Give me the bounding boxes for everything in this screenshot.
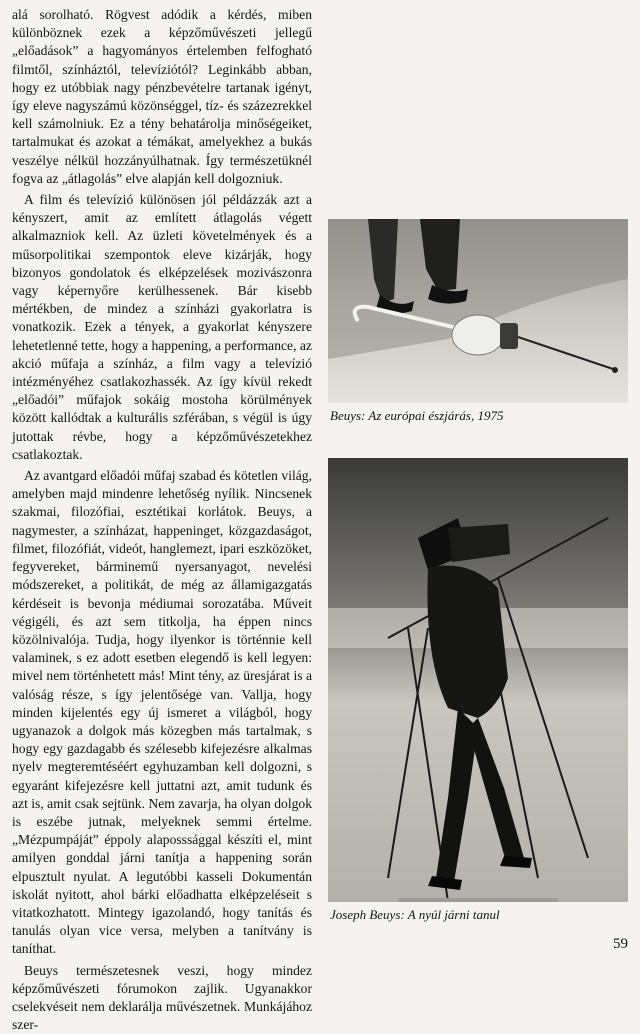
photo-hare-learns-walking (328, 458, 628, 902)
photo-european-mindset (328, 219, 628, 403)
photo-caption-1: Beuys: Az európai észjárás, 1975 (330, 408, 504, 423)
page-number: 59 (613, 936, 628, 952)
body-text-column (12, 6, 312, 1034)
paragraph-3: Az avantgard előadói műfaj szabad és kötetlen világ, amelyben majd mindenre lehetőség nyílik. Nincsenek szakmai, filozófiai, esztétikai korlátok. Beuys, a nagymester, a színházat, happeninget, közgazdaságot, filmet, filozófiát, videót, hanglemezt, ipari eszközöket, fegyvereket, bárminemű nyersanyagot, nevelési módszereket, a politikát, de még az államigazgatás kérdéseit is bevonja médiumai sorozatába. Műveit végigéli, és azt sem titkolja, ha éppen nincs közölnivalója. Tudja, hogy ilyenkor is történnie kell valaminek, s ez adott esetben elegendő is kell legyen: mivel nem történhetett más! Mint tény, az üresjárat is a valóság része, s így jelentősége van. Vallja, hogy minden kijelentés egy új ismeret a világból, hogy ugyanazok a dolgok más közegben más tartalmak, s hogy egy gazdagabb és szélesebb kifejezésre alkalmas nyelv megteremtéséért egyhuzamban kell dolgozni, s egyaránt kifejezésre kell juttatni azt, amit tudunk és azt is, amit csak sejtünk. Nem zavarja, ha olyan dolgok is eszébe jutnak, melyeknek semmi értelme. „Mézpumpáját” éppoly alaposssággal készíti el, mint amilyen gonddal járni tanítja a happening során elpusztult nyulat. A legutóbbi kasseli Dokumentán iskolát nyitott, ahol bárki előadhatta elképzeléseit s vitatkozhatott. Mintegy igazolandó, hogy tanítás és tanulás olyan vice versa, melyben a tanítvány is taníthat. (12, 468, 312, 957)
paragraph-2: A film és televízió különösen jól példázzák azt a kényszert, amit az említett átlagolás végett alkalmazniok kell. Az üzleti követelmények és a műsorpolitikai szempontok eleve kizárják, hogy bizonyos gondolatok és elképzelések mozivászonra vagy képernyőre kerülhessenek. Bár kisebb mértékben, de mindez a színházi gyakorlatra is vonatkozik. Ezek a tények, a gyakorlat kényszere lehetetlenné tette, hogy a happening, a performance, az akció műfaja a színház, a film vagy a televízió intézményéhez csatlakozhassék. Az így kívül rekedt „előadói” műfajok sokáig mostoha körülmények között kallódtak a kulturális szférában, s végül is úgy jutottak révbe, hogy a képzőművészetekhez csatlakoztak. (12, 192, 312, 462)
photo-caption-2: Joseph Beuys: A nyúl járni tanul (330, 907, 500, 922)
paragraph-4: Beuys természetesnek veszi, hogy mindez képzőművészeti fórumokon zajlik. Ugyanakkor cselekvéseit nem deklarálja művészetnek. Munkájához szer- (12, 962, 312, 1033)
paragraph-1: alá sorolható. Rögvest adódik a kérdés, miben különböznek ezek a képzőművészeti jellegű „előadások” a hagyományos értelemben felfogható filmtől, színháztól, televíziótól? Leginkább abban, hogy ez utóbbiak nagy pénzbevételre tartanak igényt, így eleve nagyszámú közönséggel, tíz- és százezrekkel kell számolniuk. Ez a tény behatárolja minőségeiket, tartalmukat és azokat a témákat, amelyekhez a bukás veszélye nélkül hozzányúlhatnak. Így természetüknél fogva az „átlagolás” elve alapján kell dolgozniuk. (12, 7, 312, 186)
